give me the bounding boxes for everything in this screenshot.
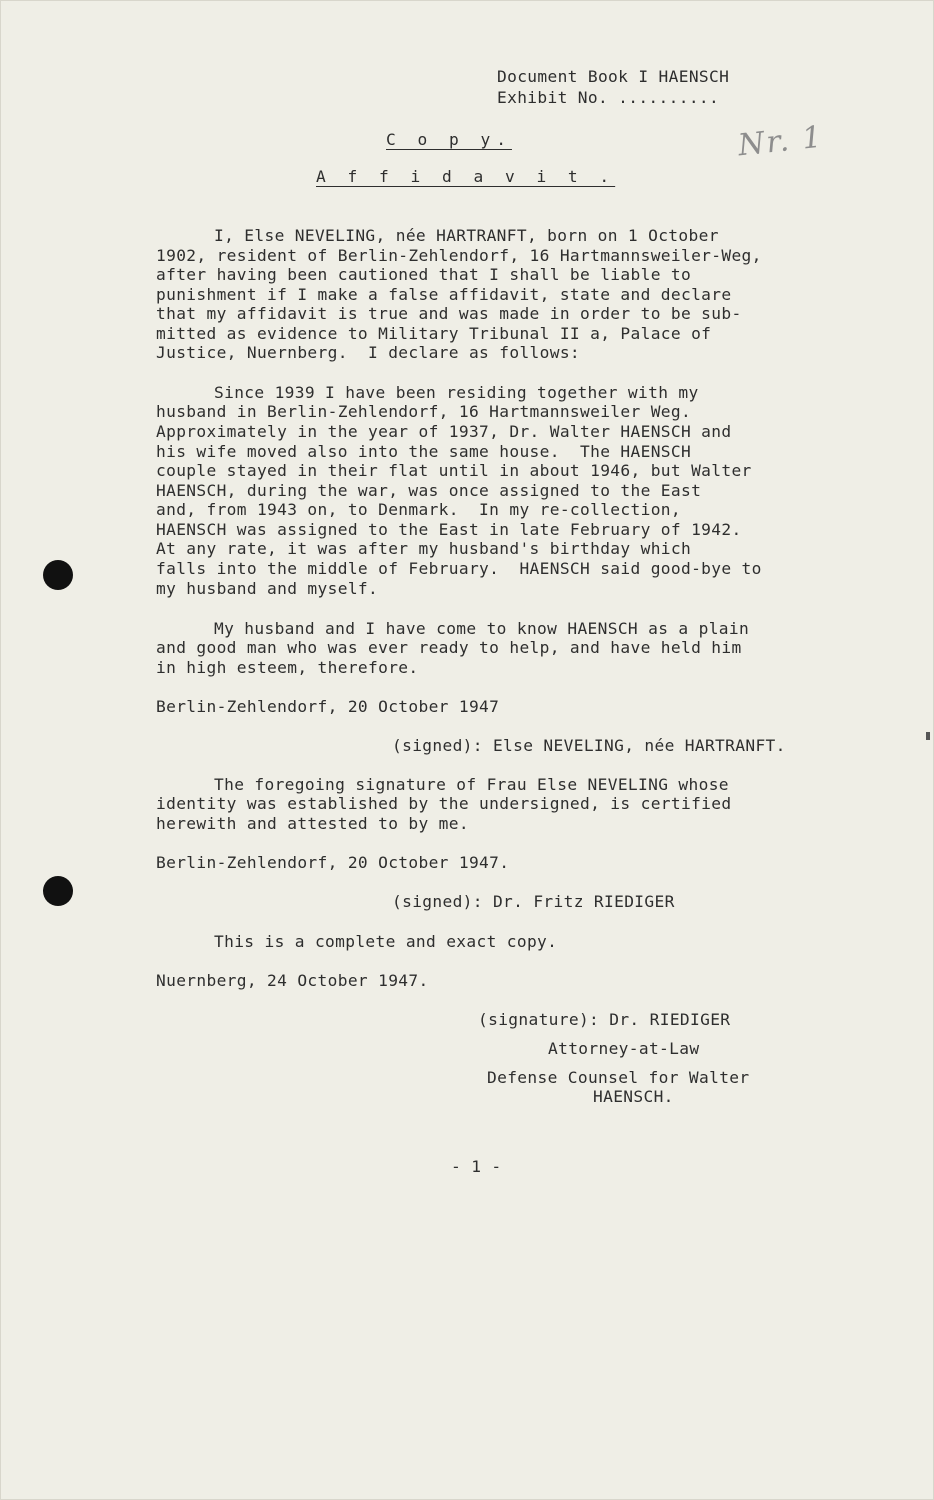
handwritten-exhibit-number: Nr. 1 [736, 119, 826, 164]
paragraph-1-line: punishment if I make a false affidavit, state and declare [156, 285, 732, 304]
paragraph-3-line: and good man who was ever ready to help, and have held him [156, 638, 742, 657]
place-date-line: Berlin-Zehlendorf, 20 October 1947. [156, 853, 510, 872]
certification-line: herewith and attested to by me. [156, 814, 469, 833]
page-number: - 1 - [451, 1157, 502, 1176]
certification-line: The foregoing signature of Frau Else NEVELING whose [214, 775, 729, 794]
exhibit-number-line: Exhibit No. .......... [497, 88, 720, 107]
paragraph-2-line: HAENSCH, during the war, was once assigned to the East [156, 481, 702, 500]
paragraph-1-line: after having been cautioned that I shall be liable to [156, 265, 692, 284]
paragraph-2-line: Since 1939 I have been residing together with my [214, 383, 699, 402]
punch-hole-lower [43, 876, 73, 906]
paragraph-3-line: My husband and I have come to know HAENSCH as a plain [214, 619, 750, 638]
paragraph-2-line: husband in Berlin-Zehlendorf, 16 Hartmannsweiler Weg. [156, 402, 692, 421]
paragraph-2-line: At any rate, it was after my husband's birthday which [156, 539, 692, 558]
paragraph-2-line: falls into the middle of February. HAENSCH said good-bye to [156, 559, 762, 578]
signature-block-line: Defense Counsel for Walter [487, 1068, 750, 1087]
paragraph-1-line: 1902, resident of Berlin-Zehlendorf, 16 Hartmannsweiler-Weg, [156, 246, 762, 265]
place-date-line: Berlin-Zehlendorf, 20 October 1947 [156, 697, 500, 716]
signature-block-line: (signature): Dr. RIEDIGER [478, 1010, 731, 1029]
signature-block-line: HAENSCH. [593, 1087, 674, 1106]
paragraph-2-line: couple stayed in their flat until in about 1946, but Walter [156, 461, 752, 480]
document-book-line: Document Book I HAENSCH [497, 67, 730, 86]
certification-line: identity was established by the undersigned, is certified [156, 794, 732, 813]
paragraph-2-line: Approximately in the year of 1937, Dr. Walter HAENSCH and [156, 422, 732, 441]
affidavit-heading: A f f i d a v i t . [316, 167, 616, 186]
certifier-signature-line: (signed): Dr. Fritz RIEDIGER [392, 892, 675, 911]
edge-mark [926, 732, 930, 740]
paragraph-2-line: and, from 1943 on, to Denmark. In my re-collection, [156, 500, 681, 519]
paragraph-2-line: HAENSCH was assigned to the East in late February of 1942. [156, 520, 742, 539]
copy-statement: This is a complete and exact copy. [214, 932, 558, 951]
paragraph-1-line: that my affidavit is true and was made in order to be sub- [156, 304, 742, 323]
paragraph-1-line: mitted as evidence to Military Tribunal II a, Palace of [156, 324, 712, 343]
signature-block-line: Attorney-at-Law [548, 1039, 700, 1058]
punch-hole-upper [43, 560, 73, 590]
paragraph-2-line: my husband and myself. [156, 579, 379, 598]
affiant-signature-line: (signed): Else NEVELING, née HARTRANFT. [392, 736, 786, 755]
paragraph-1-line: Justice, Nuernberg. I declare as follows: [156, 343, 581, 362]
place-date-line: Nuernberg, 24 October 1947. [156, 971, 429, 990]
copy-heading: C o p y. [386, 130, 512, 149]
paragraph-2-line: his wife moved also into the same house. The HAENSCH [156, 442, 692, 461]
paragraph-3-line: in high esteem, therefore. [156, 658, 419, 677]
paragraph-1-line: I, Else NEVELING, née HARTRANFT, born on 1 October [214, 226, 719, 245]
